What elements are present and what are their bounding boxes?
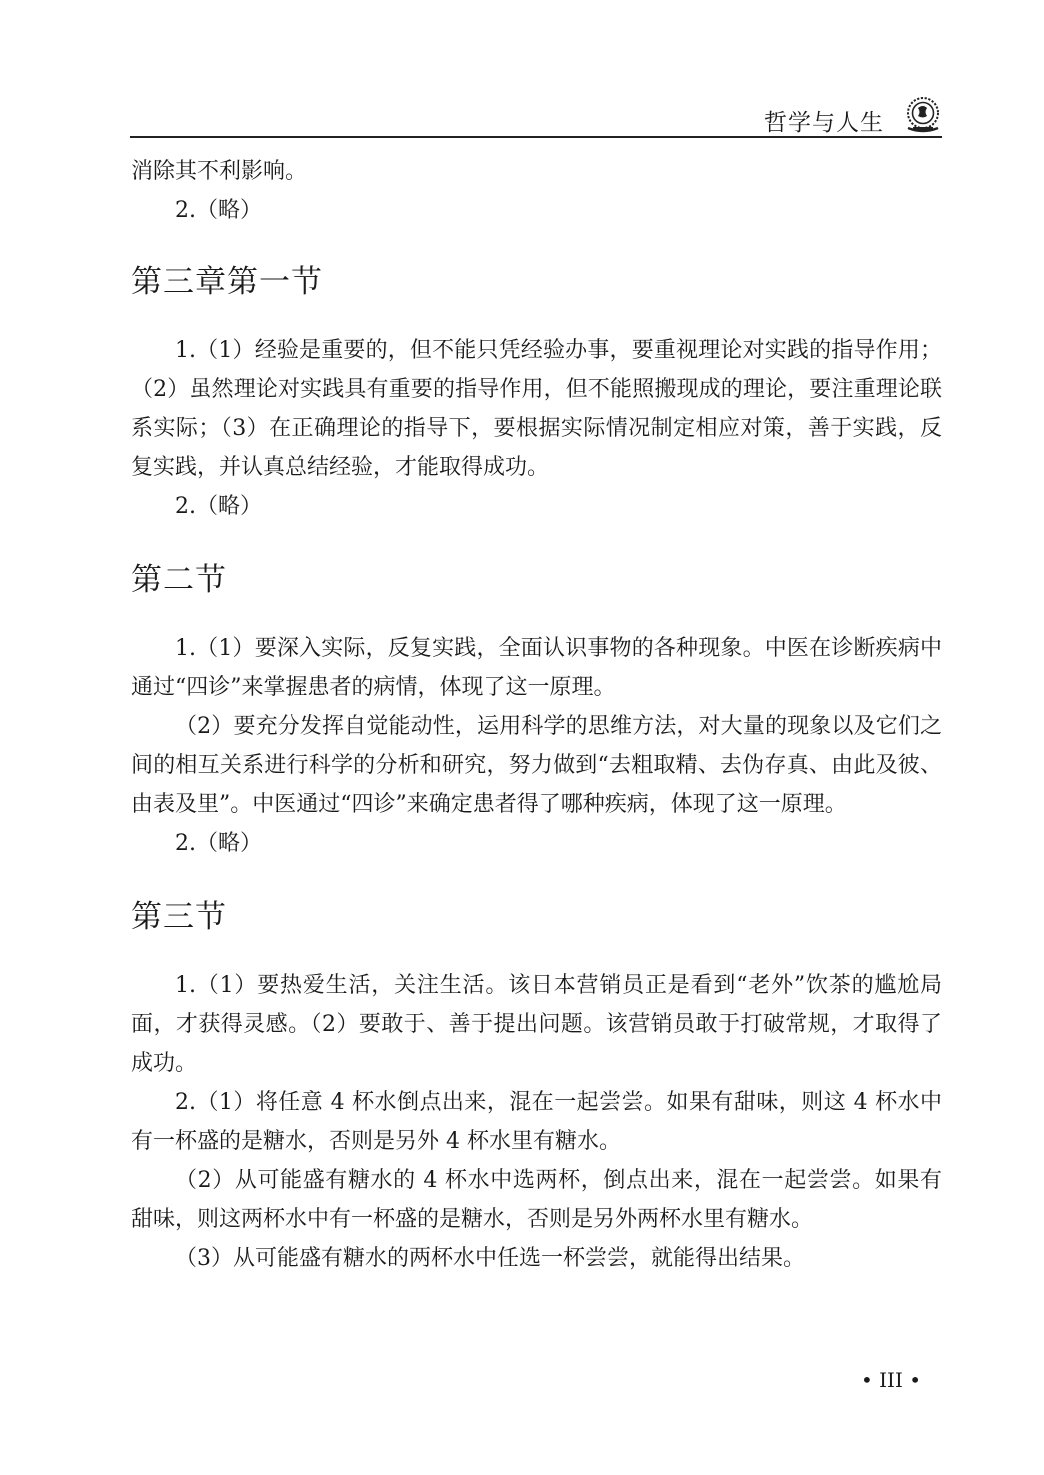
section-heading: 第三节 (131, 899, 227, 935)
answer-item: 2.（略） (175, 198, 262, 223)
answer-item: 1.（1）要深入实际，反复实践，全面认识事物的各种现象。中医在诊断疾病中通过“四诊”来掌握患者的病情，体现了这一原理。 (131, 636, 942, 700)
answer-item: 1.（1）要热爱生活，关注生活。该日本营销员正是看到“老外”饮茶的尴尬局面，才获得灵感。（2）要敢于、善于提出问题。该营销员敢于打破常规，才取得了成功。 (131, 973, 942, 1076)
running-header (130, 96, 942, 138)
running-header-title: 哲学与人生 (764, 110, 884, 136)
answer-item: 2.（略） (175, 831, 262, 856)
answer-item: 2.（1）将任意 4 杯水倒点出来，混在一起尝尝。如果有甜味，则这 4 杯水中有一杯盛的是糖水，否则是另外 4 杯水里有糖水。 (131, 1090, 942, 1154)
section-heading: 第三章第一节 (131, 264, 323, 300)
section-heading: 第二节 (131, 562, 227, 598)
answer-item: 1.（1）经验是重要的，但不能只凭经验办事，要重视理论对实践的指导作用；（2）虽然理论对实践具有重要的指导作用，但不能照搬现成的理论，要注重理论联系实际；（3）在正确理论的指导下，要根据实际情况制定相应对策，善于实践，反复实践，并认真总结经验，才能取得成功。 (131, 338, 942, 480)
paragraph: 消除其不利影响。 (131, 159, 308, 184)
publisher-emblem-icon (904, 96, 942, 134)
answer-item: （2）从可能盛有糖水的 4 杯水中选两杯，倒点出来，混在一起尝尝。如果有甜味，则这两杯水中有一杯盛的是糖水，否则是另外两杯水里有糖水。 (131, 1168, 942, 1232)
answer-item: （3）从可能盛有糖水的两杯水中任选一杯尝尝，就能得出结果。 (175, 1246, 805, 1271)
page-body (131, 152, 942, 1278)
answer-item: 2.（略） (175, 494, 262, 519)
page-number: • III • (860, 1368, 921, 1392)
answer-item: （2）要充分发挥自觉能动性，运用科学的思维方法，对大量的现象以及它们之间的相互关系进行科学的分析和研究，努力做到“去粗取精、去伪存真、由此及彼、由表及里”。中医通过“四诊”来确定患者得了哪种疾病，体现了这一原理。 (131, 714, 942, 817)
